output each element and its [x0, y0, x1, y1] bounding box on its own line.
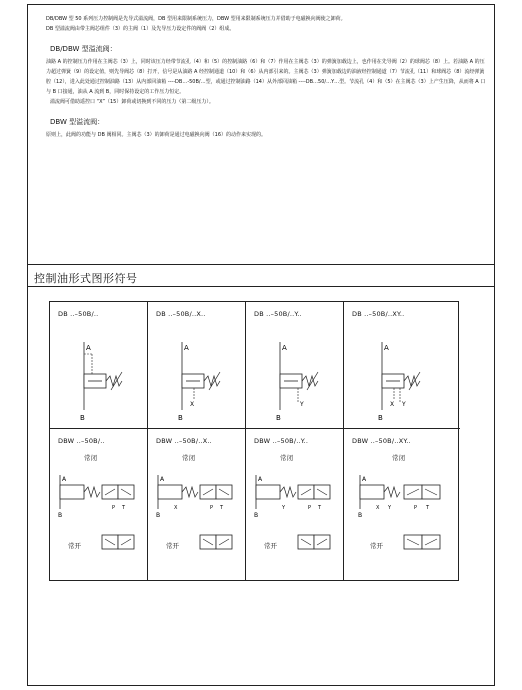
normally-closed-label: 常闭 [280, 454, 293, 462]
port-a-label: A [62, 476, 67, 483]
model-label: DB ..–50B/..XY.. [352, 310, 405, 318]
relief-valve-symbol [246, 302, 344, 429]
dbw-symbol-open [50, 429, 148, 581]
dbw-symbol-open [344, 429, 460, 581]
port-a-label: A [160, 476, 165, 483]
port-t-label: T [122, 505, 126, 511]
port-b-label: B [178, 414, 183, 422]
symbol-cell-dbw-x [148, 429, 246, 581]
port-a-label: A [362, 476, 367, 483]
symbol-cell-db-y [246, 302, 344, 429]
section-rule [27, 264, 495, 265]
symbol-cell-dbw [50, 429, 148, 581]
port-b-label: B [378, 414, 383, 422]
db-dbw-heading: DB/DBW 型溢流阀： [50, 45, 117, 53]
intro-text [46, 14, 486, 140]
port-b-label: B [80, 414, 85, 422]
normally-closed-label: 常闭 [182, 454, 195, 462]
port-a-label: A [282, 344, 287, 352]
port-x-label: X [390, 401, 395, 408]
port-t-label: T [220, 505, 224, 511]
port-a-label: A [258, 476, 263, 483]
dbw-heading: DBW 型溢流阀： [50, 118, 105, 126]
model-label: DBW ..–50B/.. [58, 437, 105, 445]
port-x-label: X [174, 505, 178, 511]
intro-paragraph: DB 型溢流阀由带主阀芯组件（3）的主阀（1）及先导压力设定件的阀阀（2）组成。 [46, 26, 235, 32]
port-b-label: B [276, 414, 281, 422]
section-title: 控制油形式图形符号 [34, 272, 138, 285]
port-b-label: B [58, 512, 63, 519]
dbw-symbol-open [246, 429, 344, 581]
port-b-label: B [156, 512, 161, 519]
port-a-label: A [384, 344, 389, 352]
model-label: DBW ..–50B/..X.. [156, 437, 212, 445]
section-rule [27, 286, 495, 287]
normally-closed-label: 常闭 [392, 454, 405, 462]
port-a-label: A [184, 344, 189, 352]
normally-closed-label: 常闭 [84, 454, 97, 462]
port-t-label: T [426, 505, 430, 511]
dbw-symbol-open [148, 429, 246, 581]
symbol-cell-db-xy [344, 302, 460, 429]
symbol-grid [49, 301, 459, 581]
model-label: DB ..–50B/.. [58, 310, 99, 318]
model-label: DBW ..–50B/..Y.. [254, 437, 309, 445]
symbol-cell-db-x [148, 302, 246, 429]
dbw-description: 原则上，此阀的功能与 DB 阀相同。主阀芯（3）的卸荷是通过电磁换向阀（16）的动作来实现的。 [46, 132, 267, 138]
normally-open-label: 常开 [68, 542, 81, 550]
model-label: DBW ..–50B/..XY.. [352, 437, 411, 445]
port-y-label: Y [300, 401, 304, 408]
relief-valve-symbol [344, 302, 460, 429]
db-description: 油路 A 的控制压力作用在主阀芯（3）上，同时该压力经带节流孔（4）和（5）的控制油路（6）和（7）作用在主阀芯（3）的弹簧加载边上，也作用在先导阀（2）的球阀芯（8）上。若油路 A 的压力超过弹簧（9）的设定值，则先导阀芯（8）打开，信号是从油路 A 经控制通道（10）和（6）从内部引来的。主阀芯（3）弹簧加载边的油液经控制通道（7）节流孔（11）和球阀芯（8）流经弹簧腔（12），进入此处通过控制油路（13）从内部回油箱 ----DB…-50B/…型，或通过控制油路（14）从外部回油箱 ----DB…50/…Y…型。节流孔（4）和（5）在主阀芯（3）上产生压降，从而将 A 口与 B 口接通，油从 A 流到 B，同时保持设定的工作压力恒定。 [46, 59, 486, 95]
model-label: DB ..–50B/..X.. [156, 310, 206, 318]
port-y-label: Y [402, 401, 406, 408]
symbol-cell-dbw-xy [344, 429, 460, 581]
intro-paragraph: DB/DBW 型 50 系列压力控制阀是先导式溢流阀，DB 型用来限制系统压力，DBW 型用来限制系统压力并借助于电磁换向阀使之卸荷。 [46, 16, 346, 22]
relief-valve-symbol [148, 302, 246, 429]
port-p-label: P [210, 505, 214, 511]
normally-open-label: 常开 [264, 542, 277, 550]
port-y-label: Y [388, 505, 392, 511]
normally-open-label: 常开 [166, 542, 179, 550]
relief-valve-symbol [50, 302, 148, 429]
symbol-cell-db [50, 302, 148, 429]
port-x-label: X [376, 505, 380, 511]
port-y-label: Y [282, 505, 286, 511]
symbol-cell-dbw-y [246, 429, 344, 581]
remote-control-note: 溢流阀可借助遥控口 “X”（15）卸荷或切换到不同的压力（第二级压力）。 [50, 99, 214, 105]
port-a-label: A [86, 344, 91, 352]
port-x-label: X [190, 401, 195, 408]
port-p-label: P [414, 505, 418, 511]
port-p-label: P [308, 505, 312, 511]
model-label: DB ..–50B/..Y.. [254, 310, 302, 318]
port-b-label: B [358, 512, 363, 519]
port-t-label: T [318, 505, 322, 511]
port-b-label: B [254, 512, 259, 519]
normally-open-label: 常开 [370, 542, 383, 550]
port-p-label: P [112, 505, 116, 511]
